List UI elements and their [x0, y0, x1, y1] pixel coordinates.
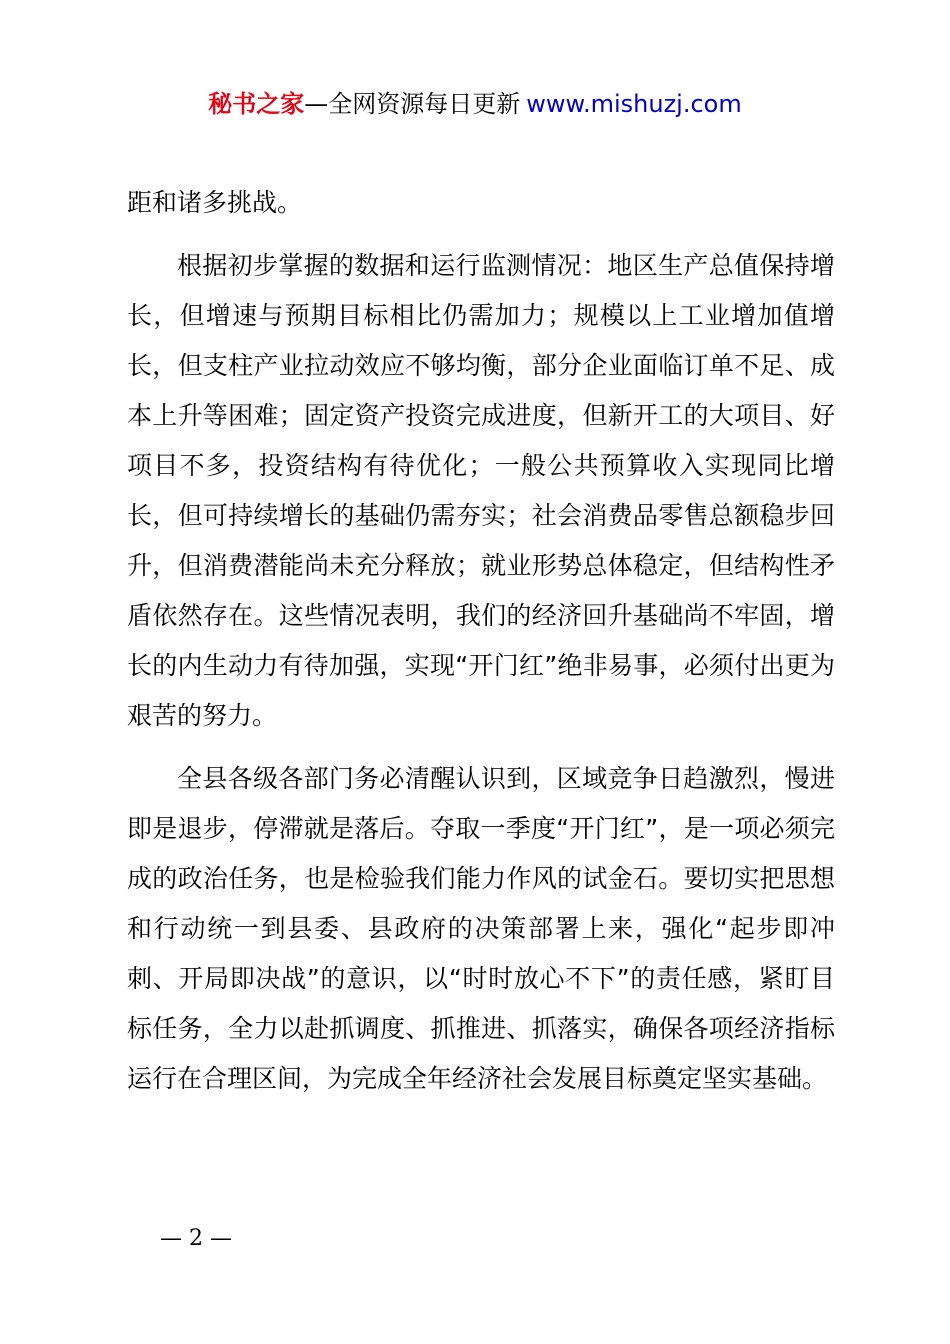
paragraph-continuation: 距和诸多挑战。: [127, 188, 303, 217]
document-body: [127, 178, 835, 1104]
paragraph: 根据初步掌握的数据和运行监测情况：地区生产总值保持增长，但增速与预期目标相比仍需加力；规模以上工业增加值增长，但支柱产业拉动效应不够均衡，部分企业面临订单不足、成本上升等困难；固定资产投资完成进度，但新开工的大项目、好项目不多，投资结构有待优化；一般公共预算收入实现同比增长，但可持续增长的基础仍需夯实；社会消费品零售总额稳步回升，但消费潜能尚未充分释放；就业形势总体稳定，但结构性矛盾依然存在。这些情况表明，我们的经济回升基础尚不牢固，增长的内生动力有待加强，实现“开门红”绝非易事，必须付出更为艰苦的努力。: [127, 251, 835, 730]
site-header: [0, 86, 950, 122]
site-url-link[interactable]: www.mishuzj.com: [526, 90, 742, 118]
brand-name: 秘书之家: [208, 90, 305, 118]
header-tagline: —全网资源每日更新: [304, 90, 521, 118]
page-number: — 2 —: [160, 1226, 232, 1251]
paragraph: 全县各级各部门务必清醒认识到，区域竞争日趋激烈，慢进即是退步，停滞就是落后。夺取一季度“开门红”，是一项必须完成的政治任务，也是检验我们能力作风的试金石。要切实把思想和行动统一到县委、县政府的决策部署上来，强化“起步即冲刺、开局即决战”的意识，以“时时放心不下”的责任感，紧盯目标任务，全力以赴抓调度、抓推进、抓落实，确保各项经济指标运行在合理区间，为完成全年经济社会发展目标奠定坚实基础。: [127, 764, 835, 1093]
